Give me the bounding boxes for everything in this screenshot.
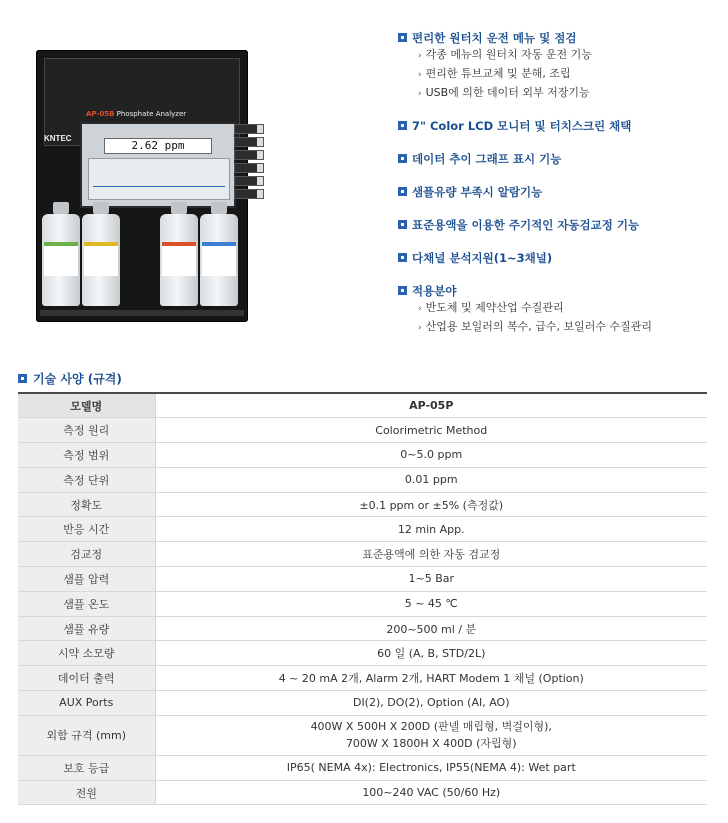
- device-shelf: [40, 310, 244, 316]
- spec-key: 시약 소모량: [18, 641, 155, 666]
- spec-section-title: 기술 사양 (규격): [18, 370, 122, 387]
- feature-title: 다채널 분석지원(1~3채널): [412, 251, 553, 265]
- spec-value: ±0.1 ppm or ±5% (측정값): [155, 492, 707, 517]
- spec-value: 100~240 VAC (50/60 Hz): [155, 780, 707, 805]
- spec-key: 측정 범위: [18, 443, 155, 468]
- spec-key: 측정 단위: [18, 467, 155, 492]
- bullet-icon: [398, 220, 407, 229]
- feature-sub: › 편리한 튜브교체 및 분해, 조립: [418, 67, 571, 80]
- bullet-icon: [398, 121, 407, 130]
- spec-value: 1~5 Bar: [155, 567, 707, 592]
- brand-logo: KNTEC: [44, 134, 72, 143]
- table-row: [18, 691, 707, 716]
- spec-key: 측정 원리: [18, 418, 155, 443]
- chevron-right-icon: ›: [418, 70, 422, 80]
- chevron-right-icon: ›: [418, 89, 422, 99]
- bullet-icon: [398, 154, 407, 163]
- feature-title: 표준용액을 이용한 주기적인 자동검교정 기능: [412, 218, 640, 232]
- table-header-row: [18, 393, 707, 418]
- feature-item: [398, 118, 718, 134]
- spec-value: AP-05P: [155, 393, 707, 418]
- product-image: [36, 50, 248, 322]
- feature-item: [398, 217, 718, 233]
- bullet-icon: [398, 253, 407, 262]
- reagent-bottle: [42, 214, 80, 306]
- table-row: [18, 418, 707, 443]
- spec-key: 샘플 온도: [18, 591, 155, 616]
- feature-sub: › USB에 의한 데이터 외부 저장기능: [418, 86, 590, 99]
- spec-key: 샘플 유량: [18, 616, 155, 641]
- reagent-bottle: [200, 214, 238, 306]
- feature-title: 적용분야: [412, 284, 457, 298]
- spec-value: Colorimetric Method: [155, 418, 707, 443]
- table-row: [18, 542, 707, 567]
- feature-title: 샘플유량 부족시 알람기능: [412, 185, 543, 199]
- chevron-right-icon: ›: [418, 304, 422, 314]
- spec-table: [18, 392, 707, 805]
- bullet-icon: [18, 374, 27, 383]
- spec-key: 검교정: [18, 542, 155, 567]
- spec-key: 샘플 압력: [18, 567, 155, 592]
- table-row: [18, 443, 707, 468]
- lcd-trend-graph: [88, 158, 230, 200]
- bullet-icon: [398, 33, 407, 42]
- table-row: [18, 517, 707, 542]
- bullet-icon: [398, 286, 407, 295]
- table-row: [18, 641, 707, 666]
- spec-value: 5 ~ 45 ℃: [155, 591, 707, 616]
- feature-item: [398, 283, 718, 337]
- spec-value: 12 min App.: [155, 517, 707, 542]
- feature-sub: › 반도체 및 제약산업 수질관리: [418, 301, 564, 314]
- spec-key: 보호 등급: [18, 755, 155, 780]
- reagent-bottle: [160, 214, 198, 306]
- table-row: [18, 467, 707, 492]
- spec-value: 200~500 ml / 분: [155, 616, 707, 641]
- table-row: [18, 591, 707, 616]
- spec-value: 400W X 500H X 200D (판넬 매립형, 벽걸이형), 700W X 1800H X 400D (자립형): [155, 715, 707, 755]
- feature-title: 편리한 원터치 운전 메뉴 및 점검: [412, 31, 577, 45]
- spec-key: 반응 시간: [18, 517, 155, 542]
- spec-key: 모델명: [18, 393, 155, 418]
- feature-sub: › 산업용 보일러의 복수, 급수, 보일러수 수질관리: [418, 320, 652, 333]
- reagent-bottle: [82, 214, 120, 306]
- spec-key: 외함 규격 (mm): [18, 715, 155, 755]
- chevron-right-icon: ›: [418, 51, 422, 61]
- table-row: [18, 755, 707, 780]
- device-side-buttons: [234, 124, 264, 202]
- table-row: [18, 492, 707, 517]
- spec-key: 데이터 출력: [18, 666, 155, 691]
- table-row: [18, 780, 707, 805]
- panel-title: AP-05B Phosphate Analyzer: [86, 110, 187, 118]
- table-row: [18, 715, 707, 755]
- bullet-icon: [398, 187, 407, 196]
- spec-key: 정확도: [18, 492, 155, 517]
- table-row: [18, 567, 707, 592]
- feature-sub: › 각종 메뉴의 원터치 자동 운전 기능: [418, 48, 592, 61]
- spec-value: 0~5.0 ppm: [155, 443, 707, 468]
- spec-key: AUX Ports: [18, 691, 155, 716]
- spec-value: 60 일 (A, B, STD/2L): [155, 641, 707, 666]
- feature-item: [398, 184, 718, 200]
- feature-item: [398, 151, 718, 167]
- chevron-right-icon: ›: [418, 323, 422, 333]
- table-row: [18, 666, 707, 691]
- spec-value: DI(2), DO(2), Option (AI, AO): [155, 691, 707, 716]
- feature-title: 데이터 추이 그래프 표시 기능: [412, 152, 562, 166]
- spec-value: 표준용액에 의한 자동 검교정: [155, 542, 707, 567]
- lcd-reading: 2.62 ppm: [104, 138, 212, 154]
- spec-key: 전원: [18, 780, 155, 805]
- feature-list: [398, 30, 718, 337]
- feature-item: [398, 30, 718, 103]
- table-row: [18, 616, 707, 641]
- spec-value: 0.01 ppm: [155, 467, 707, 492]
- feature-title: 7" Color LCD 모니터 및 터치스크린 채택: [412, 119, 632, 133]
- spec-value: IP65( NEMA 4x): Electronics, IP55(NEMA 4): Wet part: [155, 755, 707, 780]
- spec-value: 4 ~ 20 mA 2개, Alarm 2개, HART Modem 1 채널 (Option): [155, 666, 707, 691]
- feature-item: [398, 250, 718, 266]
